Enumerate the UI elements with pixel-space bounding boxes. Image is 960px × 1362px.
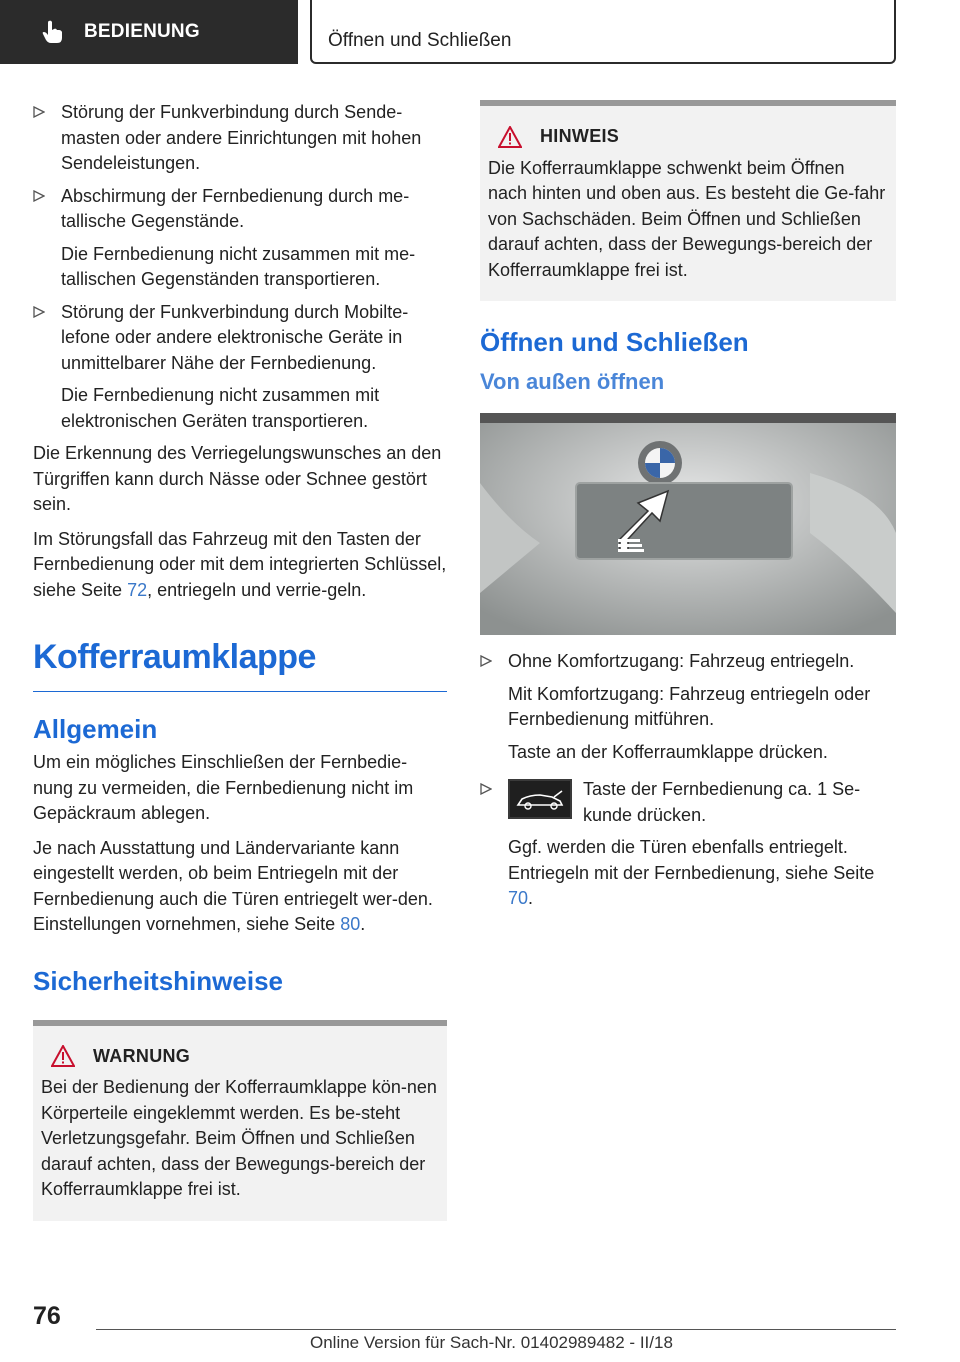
section-header — [310, 0, 896, 64]
triangle-bullet-icon — [33, 306, 45, 318]
chapter-heading: Kofferraumklappe — [33, 637, 447, 692]
paragraph: Die Erkennung des Verriegelungswunsches an den Türgriffen kann durch Nässe oder Schnee gestört sein. — [33, 443, 442, 514]
list-item — [33, 100, 447, 177]
list-item — [480, 777, 896, 828]
warning-box — [33, 1020, 447, 1221]
list-item-subtext: Taste an der Kofferraumklappe drücken. — [508, 741, 828, 762]
list-item — [33, 300, 447, 377]
list-item-text: Störung der Funkverbindung durch Mobilte-lefone oder andere elektronische Geräte in unmittelbarer Nähe der Fernbedienung. — [61, 301, 409, 373]
paragraph-text: Je nach Ausstattung und Ländervariante kann eingestellt werden, ob beim Entriegeln mit der Fernbedienung auch die Türen entriegelt wer-den. Einstellungen vornehmen, siehe Seite — [33, 837, 433, 934]
page-link-70[interactable]: 70 — [508, 888, 529, 908]
list-item-text: Taste der Fernbedienung ca. 1 Se-kunde drücken. — [583, 779, 861, 825]
right-column — [480, 100, 896, 919]
page-number: 76 — [33, 1302, 61, 1330]
warning-triangle-icon — [51, 1045, 75, 1067]
paragraph-text: . — [360, 914, 366, 934]
list-item-subtext — [480, 835, 896, 912]
list-item-subtext: Mit Komfortzugang: Fahrzeug entriegeln oder Fernbedienung mitführen. — [508, 683, 871, 729]
online-version-text: Online Version für Sach-Nr. 01402989482 - II/18 — [310, 1333, 673, 1352]
subsection-heading-outside: Von außen öffnen — [480, 369, 665, 394]
left-column — [33, 100, 447, 1221]
page-link-80[interactable]: 80 — [340, 914, 361, 934]
list-item-subtext: Die Fernbedienung nicht zusammen mit me-tallischen Gegenständen transportieren. — [61, 243, 416, 289]
triangle-bullet-icon — [480, 655, 492, 667]
list-item — [33, 184, 447, 235]
list-item — [480, 649, 896, 675]
section-heading-allgemein: Allgemein — [33, 714, 158, 744]
trunk-button-icon — [508, 779, 572, 819]
section-heading-safety: Sicherheitshinweise — [33, 965, 283, 996]
section-heading-open-close: Öffnen und Schließen — [480, 327, 749, 357]
footer-divider — [96, 1329, 896, 1330]
hand-pointer-icon — [42, 20, 64, 44]
list-item-text: Störung der Funkverbindung durch Sende-masten oder andere Einrichtungen mit hohen Sendeleistungen. — [61, 102, 422, 173]
triangle-bullet-icon — [33, 106, 45, 118]
paragraph — [33, 836, 447, 938]
section-title: Öffnen und Schließen — [328, 30, 512, 51]
paragraph-text: , entriegeln und verrie-geln. — [147, 579, 367, 600]
list-item-subtext: Die Fernbedienung nicht zusammen mit elektronischen Geräten transportieren. — [61, 385, 380, 431]
triangle-bullet-icon — [33, 190, 45, 202]
chapter-tab — [0, 0, 298, 64]
paragraph: Um ein mögliches Einschließen der Fernbedie-nung zu vermeiden, die Fernbedienung nicht im Gepäckraum ablegen. — [33, 752, 414, 823]
trunk-lid-photo — [480, 413, 896, 635]
hint-title: HINWEIS — [540, 126, 620, 146]
chapter-label: BEDIENUNG — [84, 21, 200, 42]
list-item-text: Ohne Komfortzugang: Fahrzeug entriegeln. — [508, 651, 855, 671]
triangle-bullet-icon — [480, 783, 492, 795]
hint-box — [480, 100, 896, 301]
page-link-72[interactable]: 72 — [127, 579, 148, 600]
list-item-text: Abschirmung der Fernbedienung durch me-tallische Gegenstände. — [61, 185, 410, 231]
paragraph-text: Ggf. werden die Türen ebenfalls entriegelt. Entriegeln mit der Fernbedienung, siehe Seite — [508, 837, 875, 883]
paragraph — [33, 527, 447, 604]
warning-text: Bei der Bedienung der Kofferraumklappe kön-nen Körperteile eingeklemmt werden. Es be-steht Verletzungsgefahr. Beim Öffnen und Schließen darauf achten, dass der Bewegungs-bereich der Kofferraumklappe frei ist. — [41, 1077, 437, 1199]
paragraph-text: Im Störungsfall das Fahrzeug mit den Tasten der Fernbedienung oder mit dem integrierten Schlüssel, siehe Seite — [33, 528, 447, 600]
paragraph-text: . — [528, 888, 534, 908]
warning-triangle-icon — [498, 126, 522, 148]
hint-text: Die Kofferraumklappe schwenkt beim Öffnen nach hinten und oben aus. Es besteht die Ge-fahr von Sachschäden. Beim Öffnen und Schließen darauf achten, dass der Bewegungs-bereich der Kofferraumklappe frei ist. — [488, 157, 886, 280]
warning-title: WARNUNG — [93, 1045, 191, 1066]
